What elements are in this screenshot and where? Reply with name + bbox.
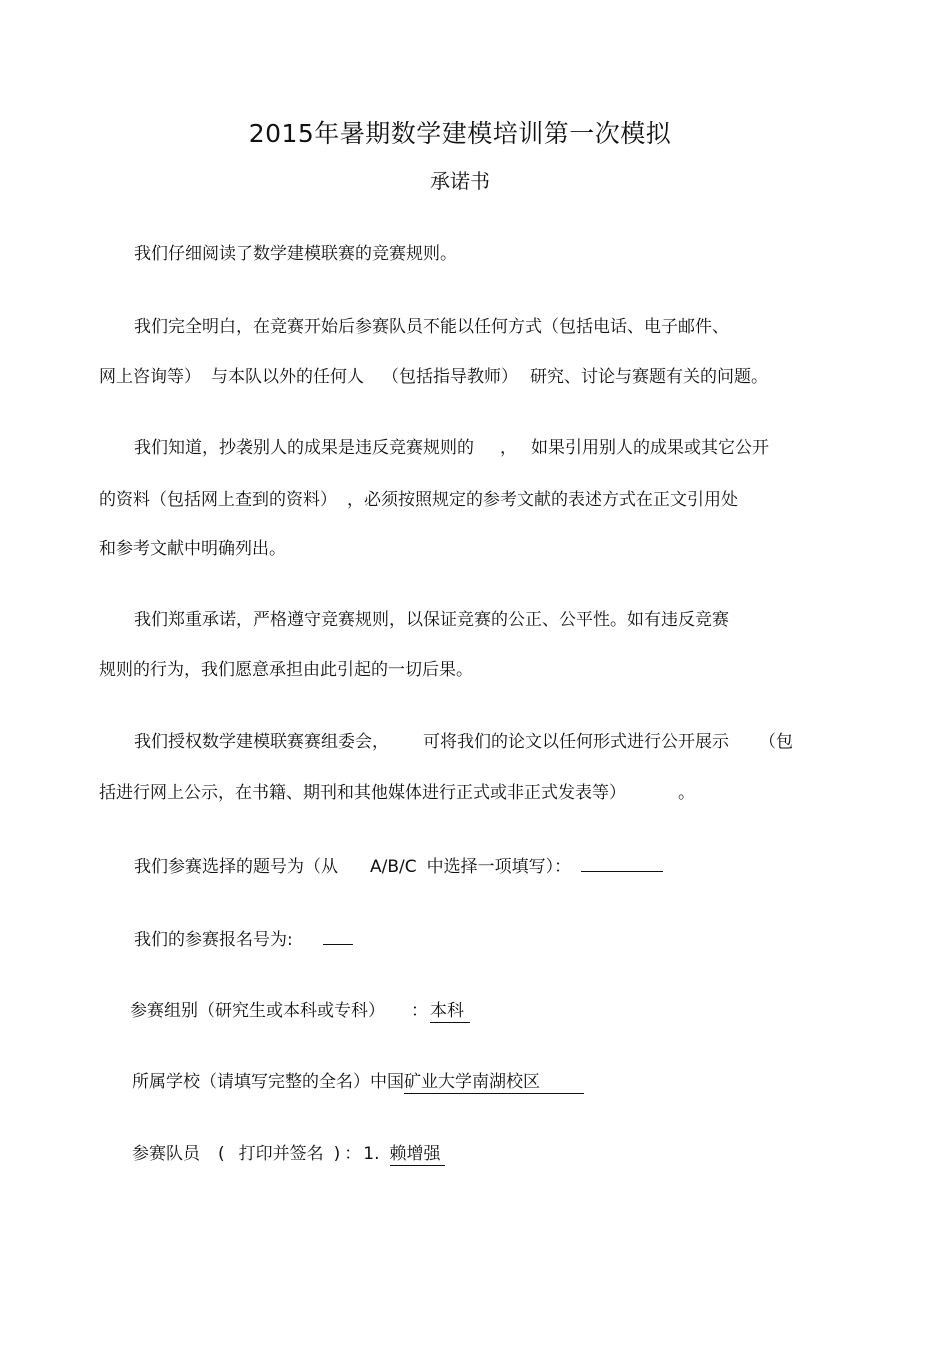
text-segment: 研究、讨论与赛题有关的问题。 (530, 367, 768, 387)
team-members-row (132, 1141, 445, 1167)
group-field[interactable]: 本科 (430, 1000, 470, 1023)
school-field[interactable]: 矿业大学南湖校区 (404, 1071, 584, 1094)
paragraph-plagiarism-line2 (99, 487, 738, 513)
paragraph-authorization-line2 (99, 780, 695, 806)
text-segment: 我们授权数学建模联赛赛组委会， (134, 732, 389, 752)
registration-number-field[interactable] (323, 926, 353, 945)
registration-number-label: 我们的参赛报名号为: (134, 930, 293, 950)
group-label: 参赛组别（研究生或本科或专科） (130, 1001, 385, 1021)
members-paren-close: ) (333, 1144, 341, 1164)
paragraph-no-contact-line2 (99, 364, 768, 390)
paragraph-authorization-line1 (134, 729, 793, 755)
document-subtitle: 承诺书 (430, 169, 490, 193)
paragraph-pledge-line2: 规则的行为，我们愿意承担由此引起的一切后果。 (99, 660, 473, 680)
problem-choice-field[interactable] (581, 853, 663, 872)
problem-choice-options: A/B/C (370, 857, 417, 877)
text-segment: 的资料（包括网上查到的资料） (99, 490, 337, 510)
text-segment: 可将我们的论文以任何形式进行公开展示 (423, 732, 729, 752)
text-segment: ， (500, 438, 517, 458)
text-segment: 。 (678, 783, 695, 803)
registration-number-row (134, 926, 353, 953)
problem-choice-row (134, 853, 663, 880)
text-segment: ，必须按照规定的参考文献的表述方式在正文引用处 (347, 490, 738, 510)
paragraph-plagiarism-line3: 和参考文献中明确列出。 (99, 539, 286, 559)
members-colon: ： (344, 1144, 362, 1164)
text-segment: （包 (759, 732, 793, 752)
text-segment: 括进行网上公示，在书籍、期刊和其他媒体进行正式或非正式发表等） (99, 783, 626, 803)
text-segment: 如果引用别人的成果或其它公开 (531, 438, 769, 458)
members-instruction: 打印并签名 (238, 1144, 324, 1164)
group-colon: ： (411, 1001, 428, 1021)
problem-choice-instruction: 中选择一项填写）： (426, 857, 572, 877)
text-segment: （包括指导教师） (382, 367, 518, 387)
member-1-index: 1. (363, 1144, 380, 1164)
problem-choice-label: 我们参赛选择的题号为（从 (134, 857, 338, 877)
group-row (130, 998, 470, 1024)
document-title: 2015年暑期数学建模培训第一次模拟 (248, 119, 672, 148)
paragraph-pledge-line1: 我们郑重承诺，严格遵守竞赛规则，以保证竞赛的公正、公平性。如有违反竞赛 (134, 610, 729, 630)
paragraph-plagiarism-line1 (134, 435, 769, 461)
text-segment: 我们知道，抄袭别人的成果是违反竞赛规则的 (134, 438, 474, 458)
member-1-name-field[interactable]: 赖增强 (390, 1143, 445, 1166)
members-paren-open: ( (218, 1144, 225, 1164)
school-row (132, 1069, 584, 1095)
text-segment: 网上咨询等） (99, 367, 201, 387)
text-segment: 与本队以外的任何人 (211, 367, 364, 387)
paragraph-rules-read: 我们仔细阅读了数学建模联赛的竞赛规则。 (134, 244, 457, 264)
paragraph-no-contact-line1: 我们完全明白，在竞赛开始后参赛队员不能以任何方式（包括电话、电子邮件、 (134, 317, 729, 337)
members-label: 参赛队员 (132, 1144, 200, 1164)
school-label: 所属学校（请填写完整的全名）中国 (132, 1072, 404, 1092)
